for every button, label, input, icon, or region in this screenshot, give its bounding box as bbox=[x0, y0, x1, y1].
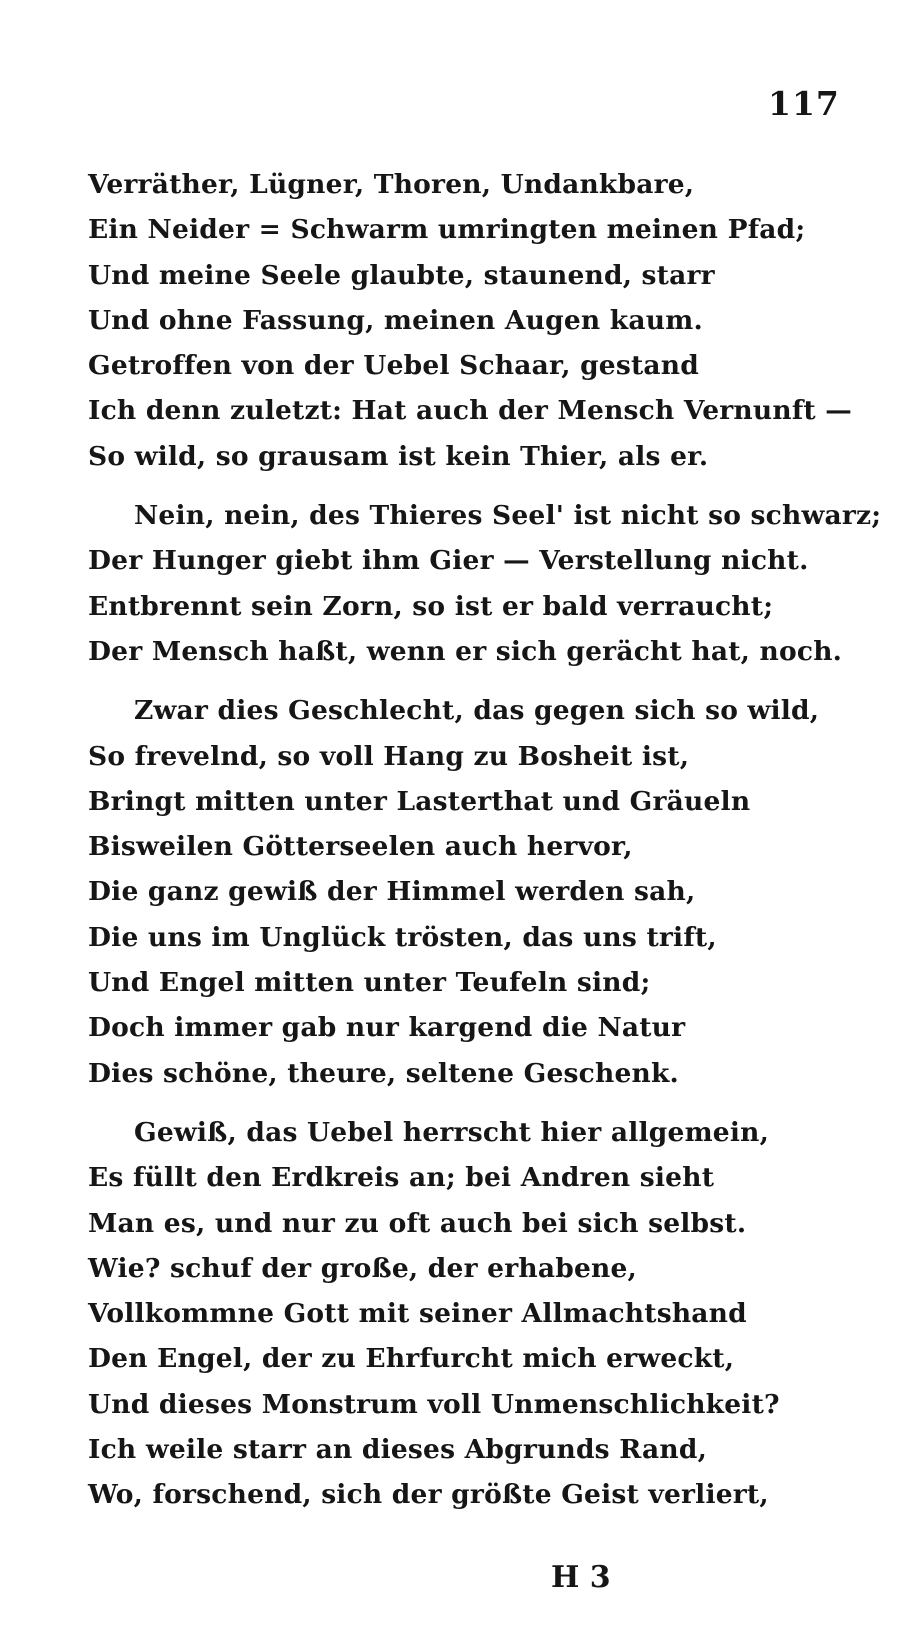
poem-line: Und ohne Fassung, meinen Augen kaum. bbox=[88, 304, 703, 336]
poem-line: Getroffen von der Uebel Schaar, gestand bbox=[88, 350, 699, 382]
page-number: 117 bbox=[768, 84, 840, 123]
poem-line: Entbrennt sein Zorn, so ist er bald verraucht; bbox=[88, 590, 774, 622]
stanza-4 bbox=[88, 1110, 888, 1518]
poem-line: Der Mensch haßt, wenn er sich gerächt hat, noch. bbox=[88, 635, 843, 667]
poem-line: Vollkommne Gott mit seiner Allmachtshand bbox=[88, 1298, 747, 1330]
poem-line: Wo, forschend, sich der größte Geist verliert, bbox=[88, 1479, 769, 1511]
poem-line: Bringt mitten unter Lasterthat und Gräueln bbox=[88, 785, 751, 817]
poem-line: Und Engel mitten unter Teufeln sind; bbox=[88, 967, 651, 999]
poem-line: Es füllt den Erdkreis an; bei Andren sieht bbox=[88, 1162, 715, 1194]
poem-line: Nein, nein, des Thieres Seel' ist nicht so schwarz; bbox=[134, 500, 882, 532]
poem-line: Die uns im Unglück trösten, das uns trift, bbox=[88, 921, 717, 953]
poem-line: Und dieses Monstrum voll Unmenschlichkeit? bbox=[88, 1388, 780, 1420]
stanza-1 bbox=[88, 162, 888, 479]
stanza-2 bbox=[88, 493, 888, 674]
poem-line: Dies schöne, theure, seltene Geschenk. bbox=[88, 1057, 679, 1089]
poem-line: Und meine Seele glaubte, staunend, starr bbox=[88, 259, 715, 291]
poem-line: Verräther, Lügner, Thoren, Undankbare, bbox=[88, 169, 695, 200]
signature-mark: H 3 bbox=[551, 1560, 611, 1595]
poem bbox=[88, 162, 888, 1532]
stanza-3 bbox=[88, 688, 888, 1096]
poem-line: So wild, so grausam ist kein Thier, als er. bbox=[88, 440, 709, 472]
poem-line: Zwar dies Geschlecht, das gegen sich so wild, bbox=[134, 695, 820, 727]
poem-line: Die ganz gewiß der Himmel werden sah, bbox=[88, 876, 696, 908]
poem-line: Wie? schuf der große, der erhabene, bbox=[88, 1252, 637, 1284]
poem-line: Der Hunger giebt ihm Gier — Verstellung nicht. bbox=[88, 545, 809, 577]
poem-line: So frevelnd, so voll Hang zu Bosheit ist, bbox=[88, 740, 690, 772]
poem-line: Ich weile starr an dieses Abgrunds Rand, bbox=[88, 1434, 708, 1466]
poem-line: Doch immer gab nur kargend die Natur bbox=[88, 1012, 686, 1044]
poem-line: Den Engel, der zu Ehrfurcht mich erweckt, bbox=[88, 1343, 735, 1375]
poem-line: Gewiß, das Uebel herrscht hier allgemein, bbox=[134, 1116, 770, 1148]
poem-line: Bisweilen Götterseelen auch hervor, bbox=[88, 831, 633, 863]
poem-line: Ich denn zuletzt: Hat auch der Mensch Vernunft — bbox=[88, 395, 852, 427]
poem-line: Man es, und nur zu oft auch bei sich selbst. bbox=[88, 1207, 747, 1239]
poem-line: Ein Neider = Schwarm umringten meinen Pfad; bbox=[88, 214, 806, 246]
